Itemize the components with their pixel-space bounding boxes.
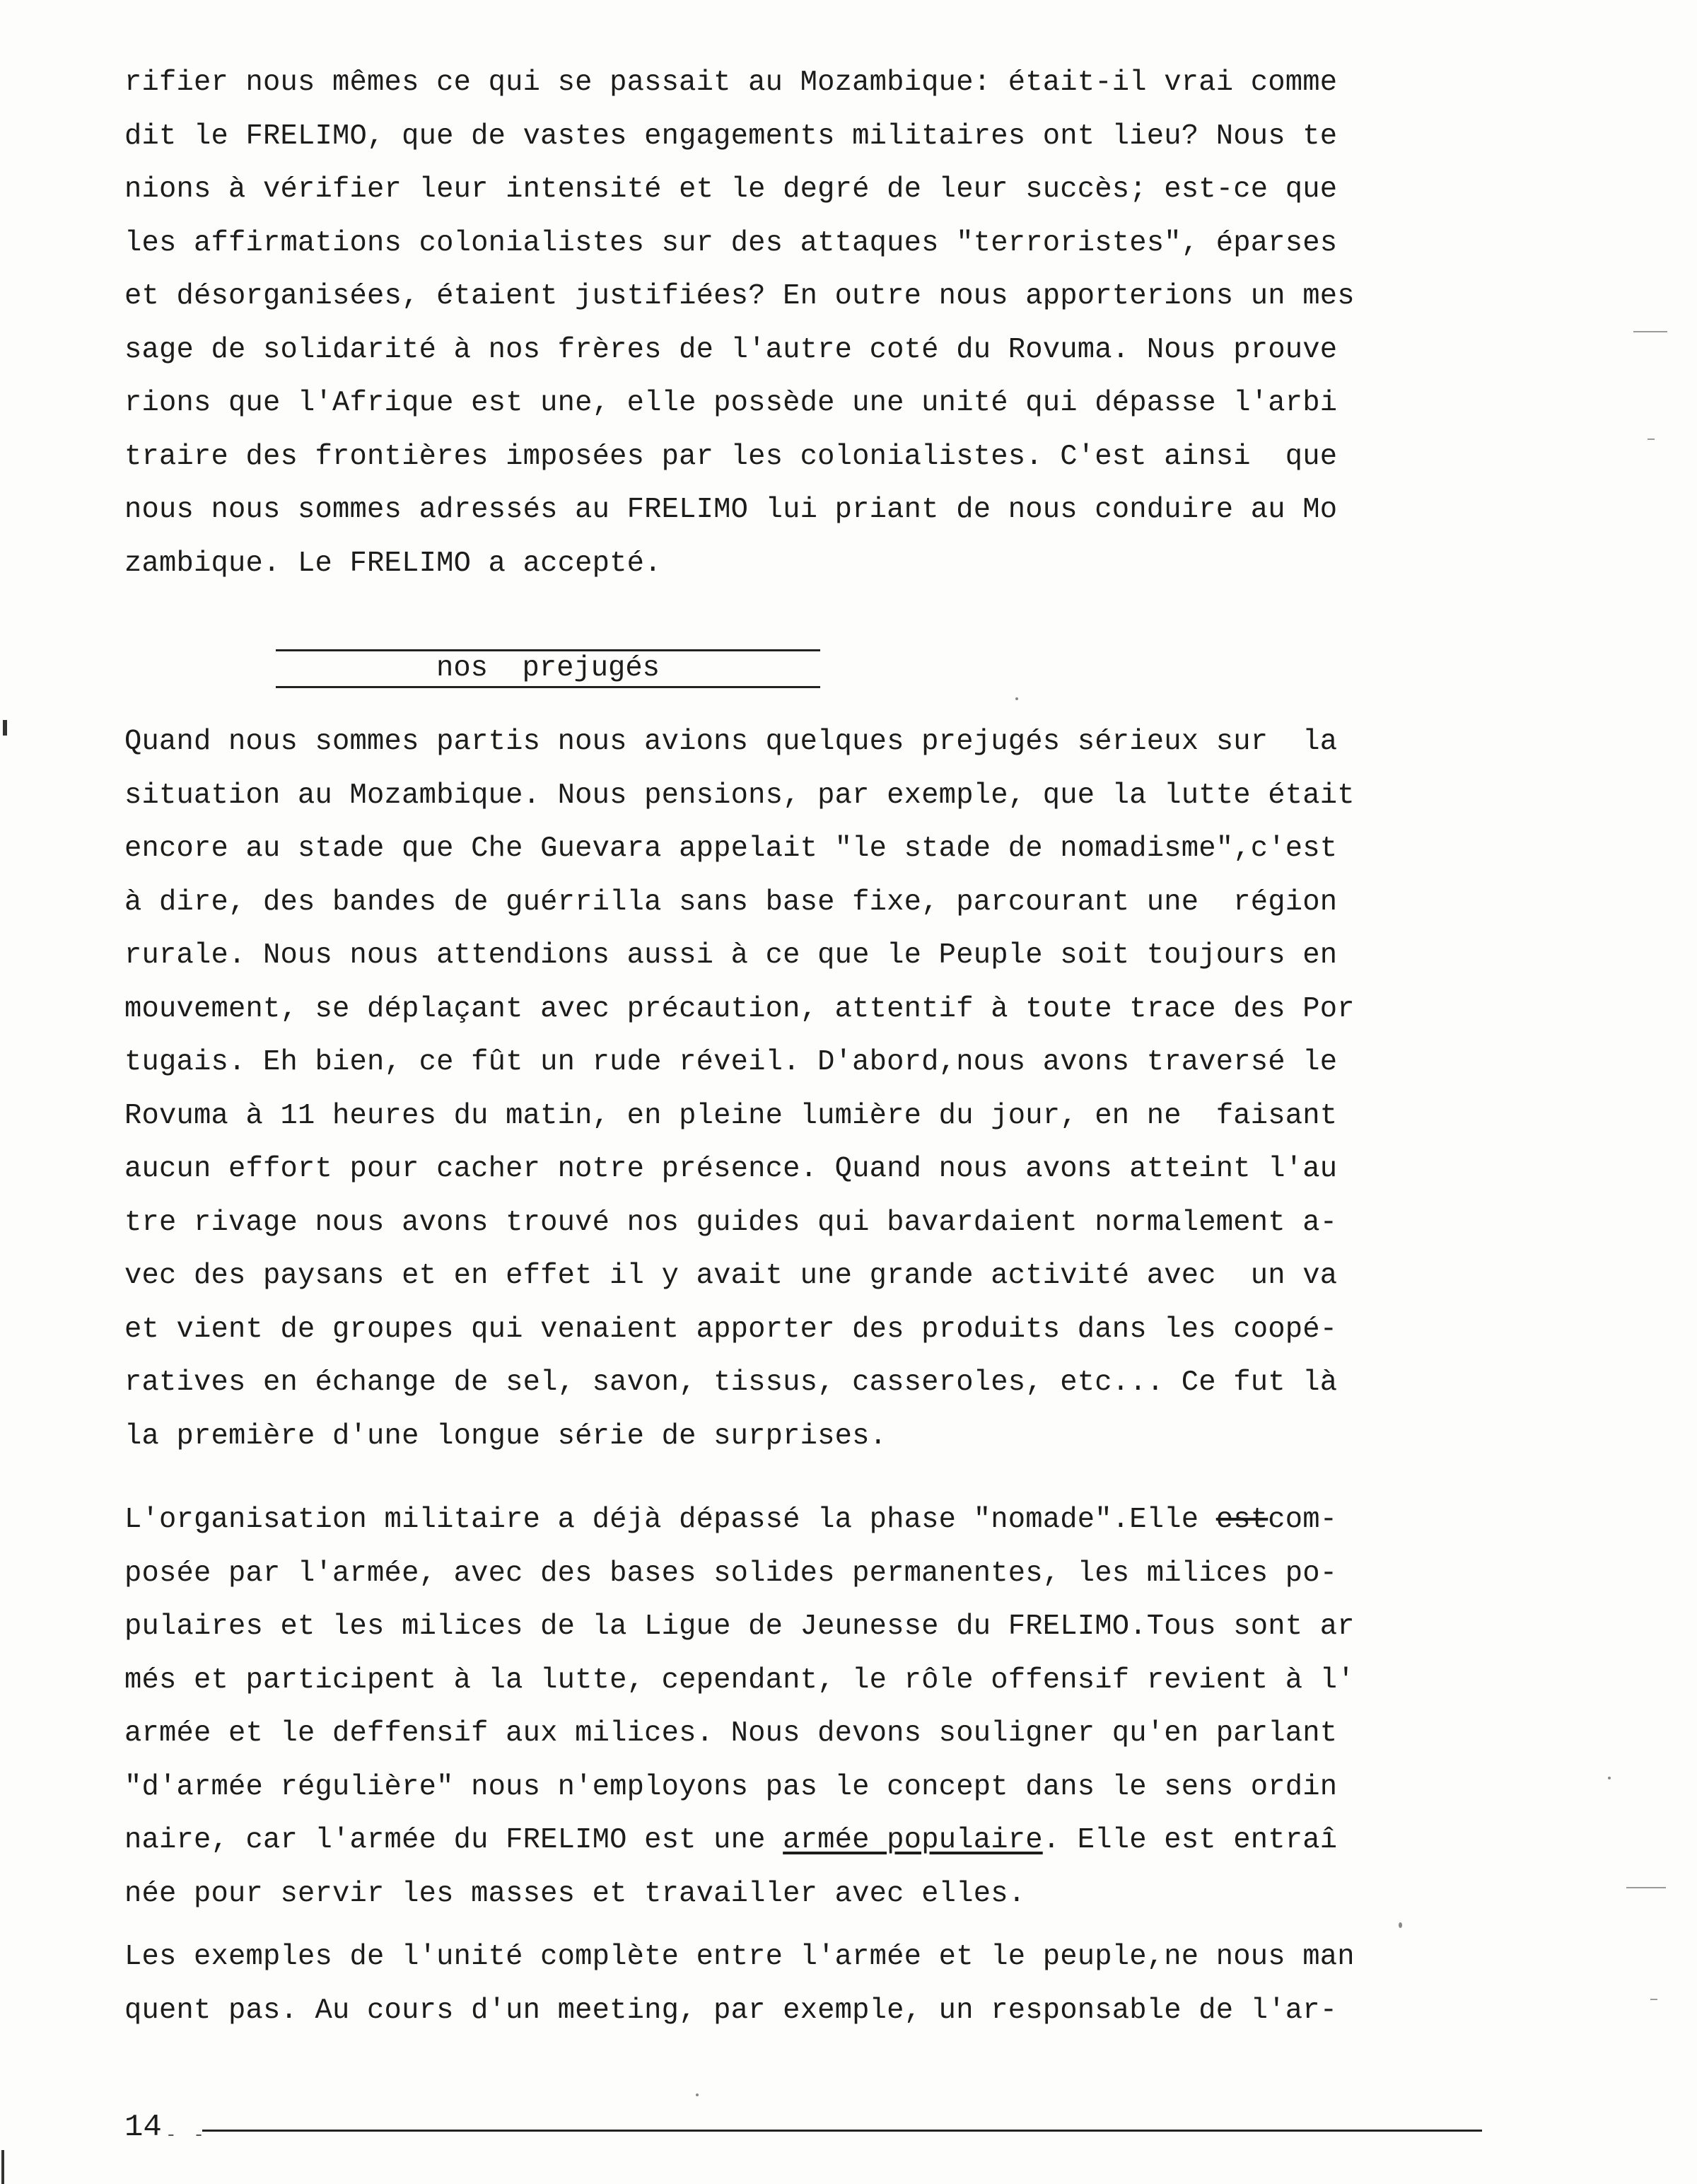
paragraph-line: vec des paysans et en effet il y avait une grande activité avec un va <box>124 1260 1338 1292</box>
paragraph-line: Rovuma à 11 heures du matin, en pleine lumière du jour, en ne faisant <box>124 1099 1338 1132</box>
margin-speck <box>1648 438 1655 440</box>
paragraph-line: mouvement, se déplaçant avec précaution, attentif à toute trace des Por <box>124 992 1355 1026</box>
paragraph-4 <box>124 1931 1489 2038</box>
dust-speck <box>696 2093 699 2096</box>
paragraph-line: tre rivage nous avons trouvé nos guides qui bavardaient normalement a- <box>124 1206 1338 1239</box>
paragraph-line: aucun effort pour cacher notre présence. Quand nous avons atteint l'au <box>124 1153 1338 1185</box>
paragraph-line <box>124 1494 1489 1547</box>
line-text: naire, car l'armée du FRELIMO est une <box>124 1824 783 1857</box>
paragraph-line: nions à vérifier leur intensité et le degré de leur succès; est-ce que <box>124 173 1338 206</box>
paragraph-line: zambique. Le FRELIMO a accepté. <box>124 547 662 580</box>
section-heading <box>276 649 820 689</box>
struck-word: est <box>1215 1504 1269 1536</box>
paragraph-line: ratives en échange de sel, savon, tissus, casseroles, etc... Ce fut là <box>124 1366 1338 1399</box>
paragraph-line: et vient de groupes qui venaient apporter des produits dans les coopé- <box>124 1313 1338 1346</box>
binding-mark <box>1 2150 4 2184</box>
underlined-phrase: armée populaire <box>783 1824 1043 1857</box>
footer-dash: - - <box>165 2125 207 2146</box>
paragraph-line: rions que l'Afrique est une, elle possède une unité qui dépasse l'arbi <box>124 387 1338 419</box>
paragraph-line: encore au stade que Che Guevara appelait "le stade de nomadisme",c'est <box>124 832 1338 865</box>
paragraph-line: quent pas. Au cours d'un meeting, par exemple, un responsable de l'ar- <box>124 1994 1338 2027</box>
page-number: 14 <box>124 2110 162 2145</box>
paragraph-line: nous nous sommes adressés au FRELIMO lui priant de nous conduire au Mo <box>124 494 1338 526</box>
footer-rule <box>202 2130 1482 2132</box>
dust-speck <box>1608 1777 1611 1779</box>
paragraph-line: armée et le deffensif aux milices. Nous devons souligner qu'en parlant <box>124 1717 1338 1750</box>
paragraph-line: "d'armée régulière" nous n'employons pas le concept dans le sens ordin <box>124 1770 1338 1803</box>
page-footer <box>124 2106 1482 2149</box>
paragraph-line: à dire, des bandes de guérrilla sans base fixe, parcourant une région <box>124 885 1338 919</box>
paragraph-line: pulaires et les milices de la Ligue de Jeunesse du FRELIMO.Tous sont ar <box>124 1610 1355 1643</box>
heading-rule-bottom <box>276 686 820 688</box>
paragraph-line: Quand nous sommes partis nous avions quelques prejugés sérieux sur la <box>124 726 1338 758</box>
dust-speck <box>1399 1922 1402 1928</box>
dust-speck <box>1015 697 1018 700</box>
paragraph-line: née pour servir les masses et travailler avec elles. <box>124 1877 1026 1910</box>
paragraph-line: rurale. Nous nous attendions aussi à ce que le Peuple soit toujours en <box>124 939 1338 972</box>
section-heading-text: nos prejugés <box>436 652 660 685</box>
paragraph-line: sage de solidarité à nos frères de l'autre coté du Rovuma. Nous prouve <box>124 333 1338 366</box>
margin-speck <box>1650 1999 1657 2000</box>
paragraph-3 <box>124 1494 1489 1921</box>
paragraph-line: posée par l'armée, avec des bases solides permanentes, les milices po- <box>124 1557 1338 1590</box>
paragraph-line: Les exemples de l'unité complète entre l'armée et le peuple,ne nous man <box>124 1941 1355 1973</box>
paragraph-line: traire des frontières imposées par les colonialistes. C'est ainsi que <box>124 440 1338 473</box>
paragraph-line: la première d'une longue série de surprises. <box>124 1419 887 1453</box>
paragraph-line <box>124 1814 1489 1868</box>
line-text: L'organisation militaire a déjà dépassé la phase "nomade".Elle <box>124 1504 1216 1536</box>
line-text: com- <box>1268 1504 1338 1536</box>
paragraph-line: dit le FRELIMO, que de vastes engagements militaires ont lieu? Nous te <box>124 120 1338 153</box>
paragraph-line: tugais. Eh bien, ce fût un rude réveil. D'abord,nous avons traversé le <box>124 1046 1338 1079</box>
binding-mark <box>3 720 7 736</box>
paragraph-line: rifier nous mêmes ce qui se passait au Mozambique: était-il vrai comme <box>124 66 1338 99</box>
paragraph-2 <box>124 716 1489 1463</box>
paragraph-line: més et participent à la lutte, cependant, le rôle offensif revient à l' <box>124 1663 1355 1697</box>
paragraph-line: les affirmations colonialistes sur des attaques "terroristes", éparses <box>124 226 1338 260</box>
paragraph-line: situation au Mozambique. Nous pensions, par exemple, que la lutte était <box>124 779 1355 812</box>
paragraph-1 <box>124 57 1489 591</box>
margin-speck <box>1633 331 1667 332</box>
paragraph-line: et désorganisées, étaient justifiées? En outre nous apporterions un mes <box>124 280 1355 313</box>
margin-speck <box>1626 1887 1666 1888</box>
line-text: . Elle est entraî <box>1042 1824 1338 1857</box>
